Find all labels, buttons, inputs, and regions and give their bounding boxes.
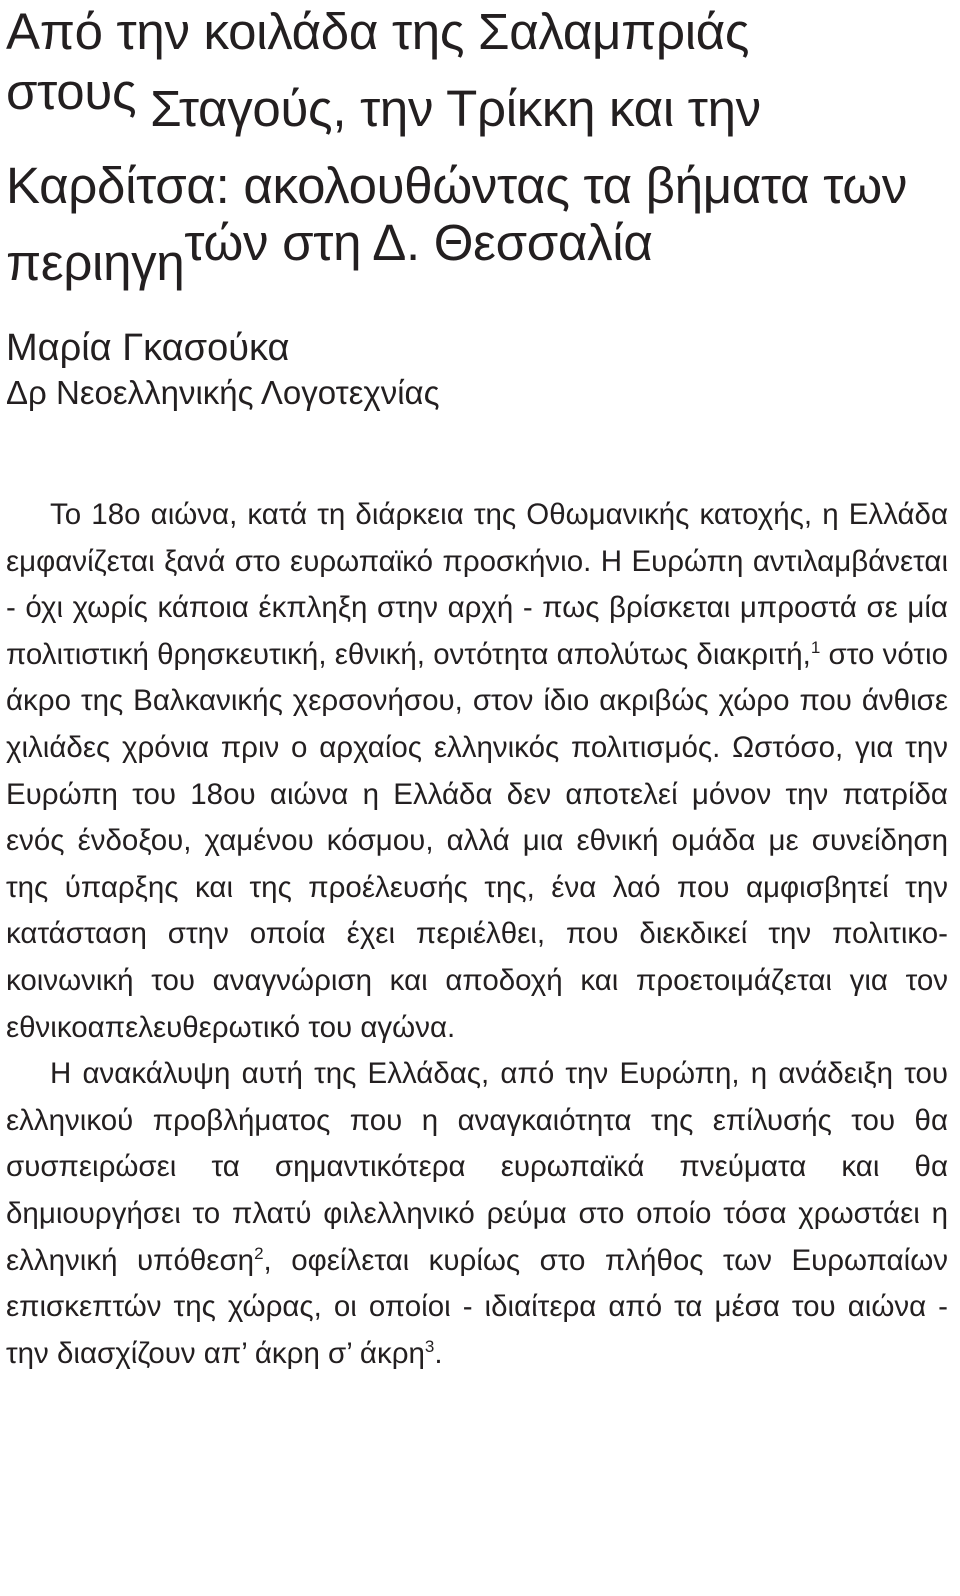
- article-body: [6, 492, 948, 1377]
- title-line-2: [6, 63, 948, 160]
- footnote-marker-1: 1: [810, 637, 821, 657]
- title-line-4: [6, 214, 948, 314]
- title-raised-segment: τών στη Δ. Θεσσαλία: [184, 214, 653, 271]
- paragraph-2: [6, 1051, 948, 1377]
- author-name: Μαρία Γκασούκα: [6, 327, 290, 369]
- title-line-4-start: περιηγη: [6, 234, 185, 291]
- footnote-marker-2: 2: [254, 1243, 264, 1263]
- paragraph-2-text-b: , οφείλεται κυρίως στο πλήθος των Ευρωπαίων επισκεπτών της χώρας, οι οποίοι - ιδιαίτερα από τα μέσα του αιώνα - την διασχίζουν απ’ άκρη σ’ άκρη: [6, 1243, 948, 1370]
- title-line-2-rest: Σταγούς, την Τρίκκη και την: [136, 80, 761, 137]
- paragraph-2-text-c: .: [434, 1336, 443, 1370]
- paragraph-2-text-a: Η ανακάλυψη αυτή της Ελλάδας, από την Ευρώπη, η ανάδειξη του ελληνικού προβλήματος που η αναγκαιότητα της επίλυσής του θα συσπειρώσει τα σημαντικότερα ευρωπαϊκά πνεύματα και θα δημιουργήσει το πλατύ φιλελληνικό ρεύμα στο οποίο τόσα χρωστάει η ελληνική υπόθεση: [6, 1057, 948, 1277]
- title-line-1: Από την κοιλάδα της Σαλαμπριάς: [6, 3, 750, 60]
- document-page: [6, 0, 948, 1377]
- footnote-marker-3: 3: [424, 1336, 435, 1356]
- article-title: [6, 0, 948, 314]
- paragraph-1: [6, 492, 948, 1051]
- paragraph-1-text-b: στο νότιο άκρο της Βαλκανικής χερσονήσου, στον ίδιο ακριβώς χώρο που άνθισε χιλιάδες χρόνια πριν ο αρχαίος ελληνικός πολιτισμός. Ωστόσο, για την Ευρώπη του 18ου αιώνα η Ελλάδα δεν αποτελεί μόνον την πατρίδα ενός ένδοξου, χαμένου κόσμου, αλλά μια εθνική ομάδα με συνείδηση της ύπαρξης και της προέλευσής της, ένα λαό που αμφισβητεί την κατάσταση στην οποία έχει περιέλθει, που διεκδικεί την πολιτικο-κοινωνική του αναγνώριση και αποδοχή και προετοιμάζεται για τον εθνικοαπελευθερωτικό του αγώνα.: [6, 637, 949, 1044]
- title-line-3: Καρδίτσα: ακολουθώντας τα βήματα των: [6, 157, 908, 214]
- author-affiliation: Δρ Νεοελληνικής Λογοτεχνίας: [6, 374, 440, 411]
- title-raised-word: στους: [6, 63, 137, 120]
- paragraph-1-text-a: Το 18ο αιώνα, κατά τη διάρκεια της Οθωμανικής κατοχής, η Ελλάδα εμφανίζεται ξανά στο ευρωπαϊκό προσκήνιο. Η Ευρώπη αντιλαμβάνεται - όχι χωρίς κάποια έκπληξη στην αρχή - πως βρίσκεται μπροστά σε μία πολιτιστική θρησκευτική, εθνική, οντότητα απολύτως διακριτή,: [6, 498, 948, 671]
